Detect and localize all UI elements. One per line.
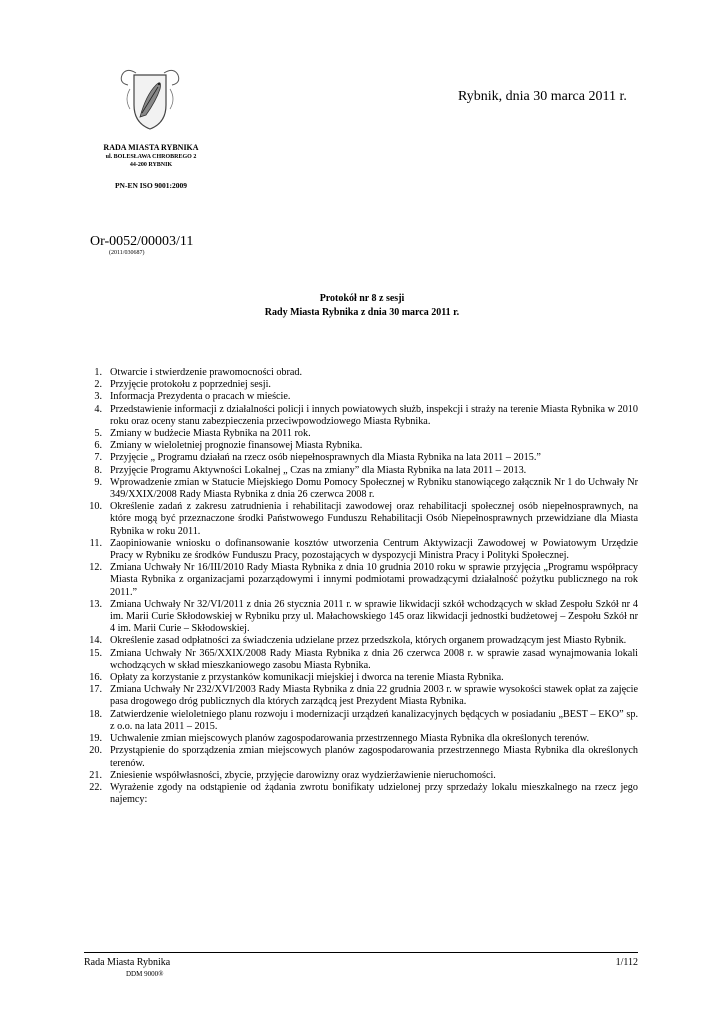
list-item-number: 19. (89, 733, 102, 745)
list-item-number: 14. (89, 635, 102, 647)
list-item-number: 13. (89, 598, 102, 610)
list-item-text: Zmiana Uchwały Nr 232/XVI/2003 Rady Miasta Rybnika z dnia 22 grudnia 2003 r. w sprawie wysokości stawek opłat za zajęcie pasa drogowego dróg publicznych dla których zarządcą jest Prezydent Miasta Rybnika. (110, 684, 638, 708)
city-crest-icon (116, 65, 184, 131)
list-item-text: Uchwalenie zmian miejscowych planów zagospodarowania przestrzennego Miasta Rybnika dla określonych terenów. (110, 733, 589, 745)
list-item-number: 20. (89, 745, 102, 757)
list-item (84, 391, 638, 403)
document-subtitle: Rady Miasta Rybnika z dnia 30 marca 2011 r. (264, 307, 460, 318)
list-item (84, 782, 638, 806)
list-item-text: Informacja Prezydenta o pracach w mieście. (110, 391, 291, 403)
list-item-number: 11. (89, 537, 102, 549)
list-item-number: 22. (89, 781, 102, 793)
organization-header (76, 143, 226, 190)
list-item-text: Przyjęcie Programu Aktywności Lokalnej „ Czas na zmiany” dla Miasta Rybnika na lata 2011 – 2013. (110, 464, 527, 476)
list-item-number: 17. (89, 684, 102, 696)
list-item (84, 599, 638, 636)
footer-org: Rada Miasta Rybnika (84, 957, 171, 968)
list-item (84, 379, 638, 391)
list-item (84, 635, 638, 647)
list-item (84, 477, 638, 501)
reference-number: Or-0052/00003/11 (90, 234, 194, 249)
list-item-number: 12. (89, 562, 102, 574)
list-item-text: Zmiany w wieloletniej prognozie finansowej Miasta Rybnika. (110, 440, 363, 452)
list-item (84, 501, 638, 538)
list-item-text: Przyjęcie protokołu z poprzedniej sesji. (110, 379, 271, 391)
list-item-text: Opłaty za korzystanie z przystanków komunikacji miejskiej i dworca na terenie Miasta Rybnika. (110, 672, 504, 684)
list-item-text: Wprowadzenie zmian w Statucie Miejskiego Domu Pomocy Społecznej w Rybniku stanowiącego załącznik Nr 1 do Uchwały Nr 349/XXIX/2008 Rady Miasta Rybnika z dnia 26 czerwca 2008 r. (110, 476, 638, 501)
list-item (84, 770, 638, 782)
list-item (84, 367, 638, 379)
list-item (84, 440, 638, 452)
list-item-number: 6. (94, 440, 102, 452)
list-item-text: Określenie zasad odpłatności za świadczenia udzielane przez przedszkola, których organem prowadzącym jest Miasto Rybnik. (110, 635, 627, 647)
list-item-text: Otwarcie i stwierdzenie prawomocności obrad. (110, 367, 303, 378)
list-item (84, 648, 638, 672)
list-item (84, 428, 638, 440)
list-item-number: 18. (89, 708, 102, 720)
list-item-number: 10. (89, 501, 102, 513)
list-item (84, 684, 638, 708)
list-item (84, 562, 638, 599)
list-item-text: Przyjęcie „ Programu działań na rzecz osób niepełnosprawnych dla Miasta Rybnika na lata 2011 – 2015.” (110, 452, 541, 464)
list-item (84, 404, 638, 428)
list-item-text: Zmiana Uchwały Nr 16/III/2010 Rady Miasta Rybnika z dnia 10 grudnia 2010 roku w sprawie przyjęcia „Programu współpracy Miasta Rybnika z organizacjami pozarządowymi i innymi podmiotami prowadzącymi działalność pożytku publicznego na rok 2011.” (110, 562, 638, 598)
list-item-text: Przystąpienie do sporządzenia zmian miejscowych planów zagospodarowania przestrzennego Miasta Rybnika dla określonych terenów. (110, 745, 638, 769)
org-name: RADA MIASTA RYBNIKA (103, 143, 199, 152)
list-item (84, 733, 638, 745)
footer-sub: DDM 9000® (126, 970, 164, 978)
document-date: Rybnik, dnia 30 marca 2011 r. (458, 89, 627, 104)
list-item (84, 672, 638, 684)
org-postal: 44-200 RYBNIK (129, 162, 173, 168)
list-item-number: 5. (94, 428, 102, 440)
list-item-text: Zaopiniowanie wniosku o dofinansowanie kosztów utworzenia Centrum Aktywizacji Zawodowej w Powiatowym Urzędzie Pracy w Rybniku ze środków Funduszu Pracy, pozostających w dyspozycji Ministra Pracy i Polityki Społecznej. (110, 537, 638, 562)
iso-certification: PN-EN ISO 9001:2009 (114, 181, 188, 190)
list-item-text: Zmiana Uchwały Nr 32/VI/2011 z dnia 26 stycznia 2011 r. w sprawie likwidacji szkół wchodzących w skład Zespołu Szkół nr 4 im. Marii Curie Skłodowskiej w Rybniku przy ul. Małachowskiego 145 oraz likwidacji jednostki budżetowej – Zespołu Szkół nr 4 im. Marii Curie – Skłodowskiej. (110, 598, 638, 635)
list-item (84, 745, 638, 769)
list-item-number: 4. (94, 403, 102, 415)
list-item-text: Zmiany w budżecie Miasta Rybnika na 2011 rok. (110, 428, 311, 440)
list-item-text: Zniesienie współwłasności, zbycie, przyjęcie darowizny oraz wydzierżawienie nieruchomości. (110, 769, 496, 781)
list-item (84, 709, 638, 733)
list-item-text: Zmiana Uchwały Nr 365/XXIX/2008 Rady Miasta Rybnika z dnia 26 czerwca 2008 r. w sprawie zasad wynajmowania lokali wchodzących w skład mieszkaniowego zasobu Miasta Rybnika. (110, 647, 638, 671)
list-item-number: 1. (94, 367, 102, 378)
list-item-text: Wyrażenie zgody na odstąpienie od żądania zwrotu bonifikaty udzielonej przy sprzedaży lokalu mieszkalnego na rzecz jego najemcy: (110, 781, 638, 806)
list-item-number: 16. (89, 672, 102, 684)
list-item-text: Zatwierdzenie wieloletniego planu rozwoju i modernizacji urządzeń kanalizacyjnych będących w posiadaniu „BEST – EKO” sp. z o.o. na lata 2011 – 2015. (110, 708, 638, 732)
list-item-number: 3. (94, 391, 102, 403)
org-street: ul. BOLESŁAWA CHROBREGO 2 (105, 154, 197, 160)
page-number: 1/112 (615, 957, 638, 968)
list-item-number: 15. (89, 647, 102, 659)
list-item-number: 7. (94, 452, 102, 464)
list-item-number: 2. (94, 379, 102, 391)
list-item-number: 8. (94, 464, 102, 476)
list-item (84, 465, 638, 477)
list-item (84, 538, 638, 562)
list-item-text: Określenie zadań z zakresu zatrudnienia i rehabilitacji zawodowej oraz rehabilitacji społecznej osób niepełnosprawnych, na które mogą być przeznaczone środki Państwowego Funduszu Rehabilitacji Osób Niepełnosprawnych przewidziane dla Miasta Rybnika w roku 2011. (110, 501, 638, 537)
footer-divider (84, 952, 638, 953)
list-item (84, 452, 638, 464)
list-item-number: 9. (94, 476, 102, 488)
document-title: Protokół nr 8 z sesji (319, 293, 405, 304)
list-item-text: Przedstawienie informacji z działalności policji i innych powiatowych służb, inspekcji i straży na terenie Miasta Rybnika w 2010 roku oraz oceny stanu zabezpieczenia przeciwpowodziowego Miasta Rybnika. (110, 403, 638, 427)
agenda-list (84, 367, 638, 806)
list-item-number: 21. (89, 769, 102, 781)
reference-subnumber: (2011/030687) (109, 250, 145, 256)
